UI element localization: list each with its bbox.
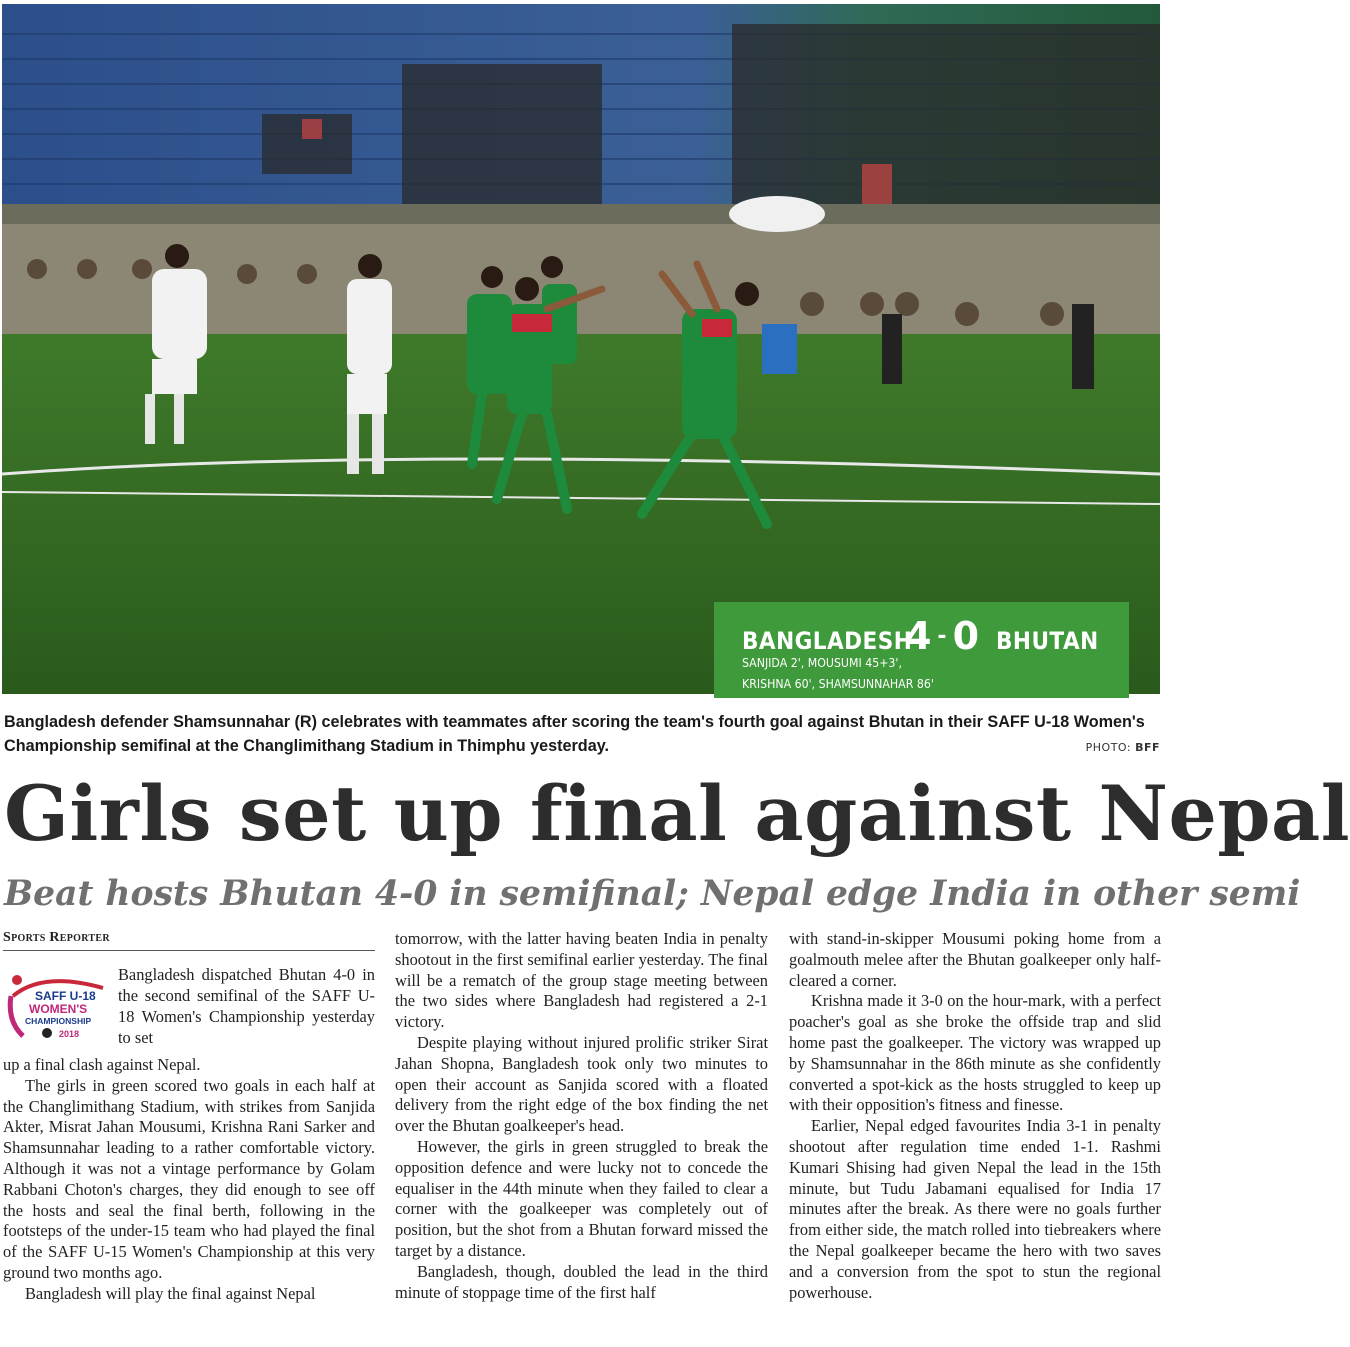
- score-separator: -: [937, 624, 947, 649]
- byline: Sports Reporter: [3, 930, 375, 951]
- logo-line: 2018: [59, 1029, 80, 1039]
- away-team-name: BHUTAN: [996, 627, 1099, 655]
- paragraph: However, the girls in green struggled to break the opposition defence and were lucky not to concede the equaliser in the 44th minute when they failed to clear a corner with the goalkeeper was completely out of position, but the shot from a Bhutan forward missed the target by a distance.: [395, 1136, 768, 1260]
- paragraph: Earlier, Nepal edged favourites India 3-1 in penalty shootout after regulation time ended 1-1. Rashmi Kumari Shising had given Nepal the lead in the 15th minute, but Tudu Jabamani equalised for India 17 minutes after the break. As there were no goals further from either side, the match rolled into tiebreakers where the Nepal goalkeeper became the hero with two saves and a conversion from the spot to stun the regional powerhouse.: [789, 1116, 1161, 1302]
- headline: Girls set up final against Nepal: [4, 769, 1350, 858]
- paragraph: Bangladesh, though, doubled the lead in the third minute of stoppage time of the first half: [395, 1261, 768, 1302]
- photo-credit-source: BFF: [1135, 741, 1160, 754]
- saff-logo-icon: [3, 966, 111, 1046]
- scoreline-box: [714, 602, 1129, 698]
- logo-line: CHAMPIONSHIP: [25, 1016, 92, 1026]
- saff-championship-logo: [3, 966, 111, 1046]
- subheadline: Beat hosts Bhutan 4-0 in semifinal; Nepal edge India in other semi: [4, 874, 1301, 914]
- match-photo: [2, 4, 1160, 694]
- paragraph: with stand-in-skipper Mousumi poking home from a goalmouth melee after the Bhutan goalkeeper only half-cleared a corner.: [789, 929, 1161, 990]
- paragraph: The girls in green scored two goals in each half at the Changlimithang Stadium, with strikes from Sanjida Akter, Misrat Jahan Mousumi, Krishna Rani Sarker and Shamsunnahar leading to a rather comfortable victory. Although it was not a vintage performance by Golam Rabbani Choton's charges, they did enough to see off the hosts and seal the final berth, following in the footsteps of the under-15 team who had played the final of the SAFF U-15 Women's Championship at this very ground two months ago.: [3, 1075, 375, 1282]
- article-column-2: [395, 929, 768, 1303]
- photo-credit: [1086, 741, 1160, 754]
- paragraph: up a final clash against Nepal.: [3, 1055, 201, 1074]
- scorers-line: KRISHNA 60', SHAMSUNNAHAR 86': [742, 676, 934, 691]
- photo-caption: Bangladesh defender Shamsunnahar (R) celebrates with teammates after scoring the team's fourth goal against Bhutan in their SAFF U-18 Women's Championship semifinal at the Changlimithang Stadium in Thimphu yesterday.: [4, 713, 1145, 755]
- paragraph: tomorrow, with the latter having beaten India in penalty shootout in the first semifinal earlier yesterday. The final will be a rematch of the group stage meeting between the two sides where Bangladesh had registered a 2-1 victory.: [395, 929, 768, 1032]
- away-score: 0: [952, 614, 980, 658]
- home-team-name: BANGLADESH: [742, 627, 913, 655]
- article-column-1: [3, 1055, 375, 1305]
- paragraph: Krishna made it 3-0 on the hour-mark, with a perfect poacher's goal as she broke the offside trap and slid home past the goalkeeper. The victory was wrapped up by Shamsunnahar in the 86th minute as she confidently converted a spot-kick as the hosts struggled to keep up with their opposition's fitness and finesse.: [789, 991, 1161, 1115]
- article-intro: Bangladesh dispatched Bhutan 4-0 in the second semifinal of the SAFF U-18 Women's Championship yesterday to set: [118, 965, 375, 1047]
- paragraph: Despite playing without injured prolific striker Sirat Jahan Shopna, Bangladesh took only two minutes to open their account as Sanjida scored with a floated delivery from the right edge of the box finding the net over the Bhutan goalkeeper's head.: [395, 1032, 768, 1136]
- stadium-scene-illustration: [2, 4, 1160, 694]
- scorers-line: SANJIDA 2', MOUSUMI 45+3',: [742, 655, 902, 670]
- article-column-3: [789, 929, 1161, 1303]
- logo-line: SAFF U-18: [35, 989, 96, 1003]
- home-score: 4: [904, 614, 932, 658]
- paragraph: Bangladesh will play the final against Nepal: [25, 1283, 316, 1303]
- photo-credit-label: PHOTO:: [1085, 741, 1132, 754]
- logo-line: WOMEN'S: [29, 1002, 88, 1016]
- goal-scorers: [742, 652, 934, 694]
